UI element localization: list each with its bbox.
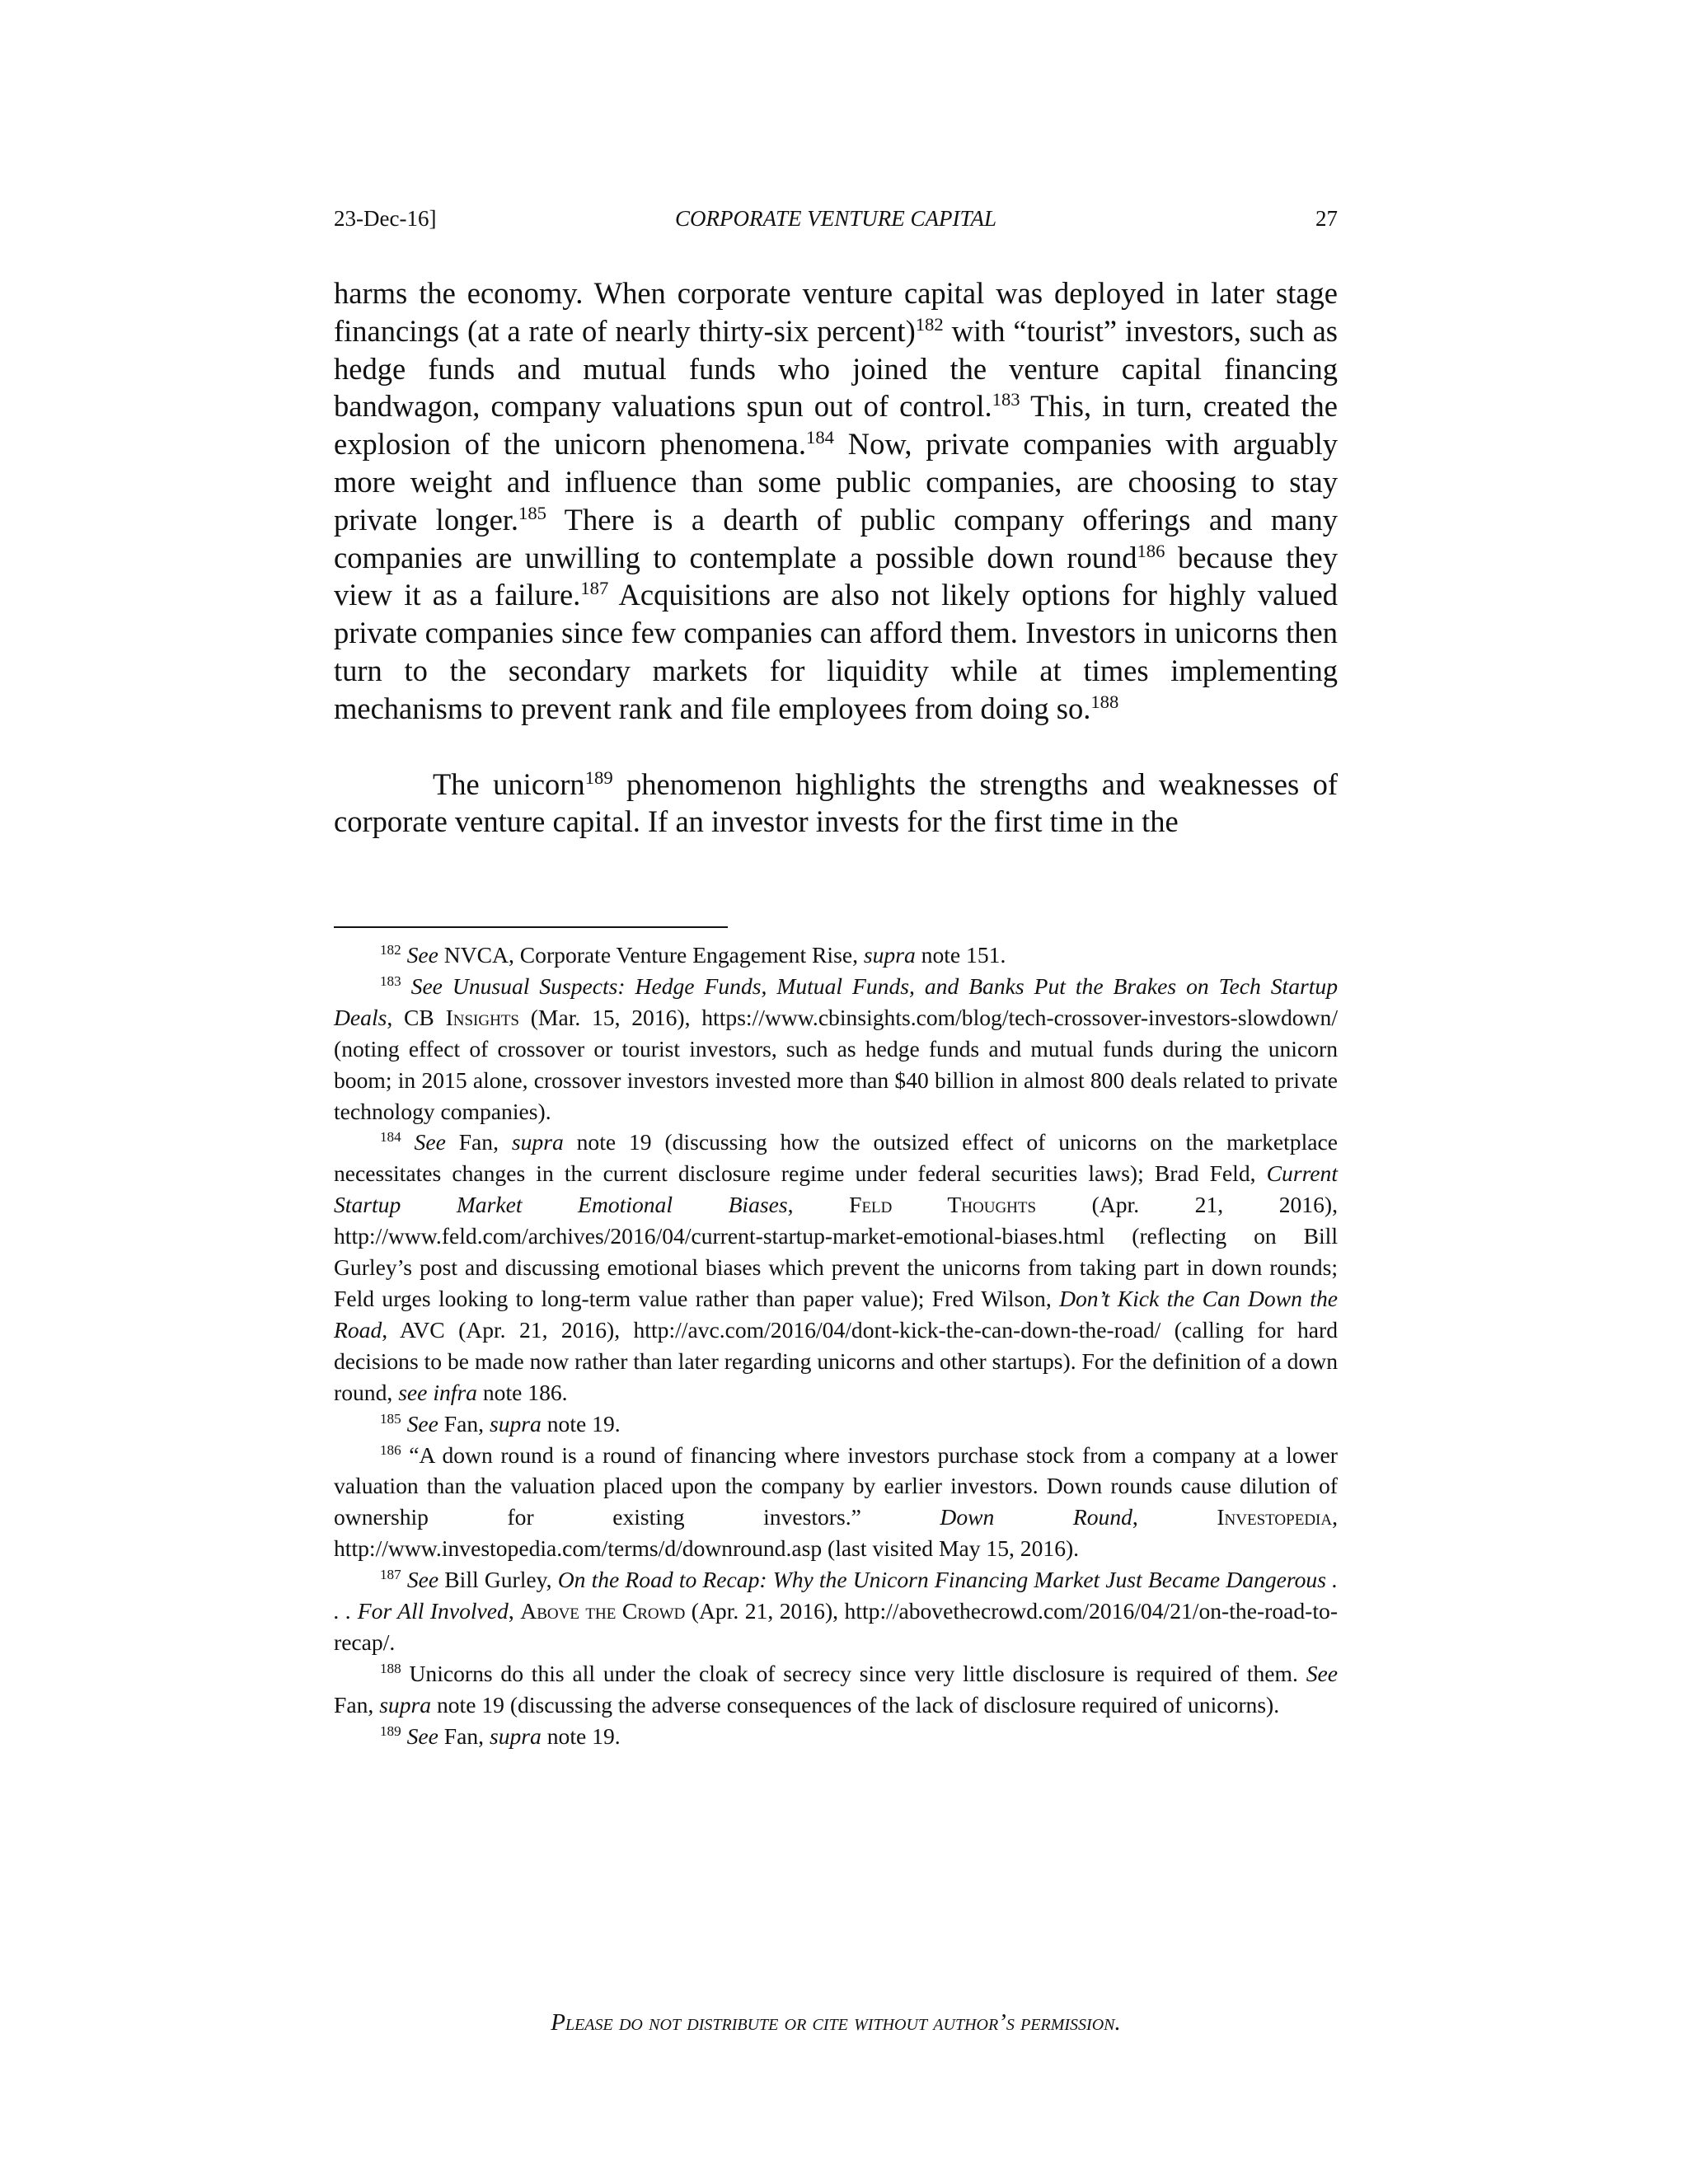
footnote-separator [334, 926, 728, 928]
footnote-184 [334, 1127, 1338, 1408]
citation-title: Current Startup Market Emotional Biases [334, 1160, 1338, 1218]
text-run: because they view it as a failure. [334, 540, 1338, 612]
text-run: Bill Gurley, [438, 1567, 558, 1593]
footnote-number: 188 [380, 1660, 401, 1676]
text-run: , http://www.investopedia.com/terms/d/downround.asp (last visited May 15, 2016). [334, 1504, 1338, 1562]
header-date: 23-Dec-16] [334, 206, 437, 231]
text-run: Unicorns do this all under the cloak of secrecy since very little disclosure is required of them. [401, 1660, 1306, 1686]
text-run: note 151. [915, 942, 1006, 968]
page-number: 27 [1315, 206, 1338, 231]
footnote-number: 185 [380, 1410, 401, 1427]
distribution-notice: Please do not distribute or cite without author’s permission. [551, 2009, 1121, 2036]
footnote-ref-189[interactable]: 189 [584, 766, 613, 788]
text-run: with “tourist” investors, such as hedge funds and mutual funds who joined the venture capital financing bandwagon, company valuations spun out of control. [334, 313, 1338, 424]
footnote-number: 186 [380, 1441, 401, 1458]
footnote-187 [334, 1564, 1338, 1658]
signal-see: See [406, 942, 438, 968]
text-run: note 19 (discussing the adverse consequences of the lack of disclosure required of unicorns). [431, 1691, 1280, 1718]
text-run: Now, private companies with arguably more weight and influence than some public companies, are choosing to stay private longer. [334, 427, 1339, 537]
footnote-ref-182[interactable]: 182 [915, 313, 944, 335]
text-run: harms the economy. When corporate venture capital was deployed in later stage financings (at a rate of nearly thirty-six percent) [334, 276, 1338, 348]
text-run: Fan, [334, 1691, 380, 1718]
footnote-ref-186[interactable]: 186 [1137, 540, 1165, 561]
text-run: Fan, [438, 1722, 490, 1749]
footnotes [334, 940, 1338, 1752]
footnote-ref-183[interactable]: 183 [992, 389, 1020, 410]
text-run: note 19. [541, 1722, 621, 1749]
text-run: , [787, 1192, 850, 1218]
paragraph-1 [334, 274, 1338, 728]
footnote-ref-187[interactable]: 187 [580, 578, 609, 599]
text-run: note 186. [476, 1379, 568, 1405]
text-run: Fan, [438, 1410, 490, 1436]
text-run: , [508, 1598, 521, 1624]
citation-source: Investopedia [1217, 1504, 1333, 1530]
signal-supra: supra [489, 1722, 542, 1749]
text-run: This, in turn, created the explosion of the unicorn phenomena. [334, 389, 1339, 462]
footnote-number: 189 [380, 1722, 401, 1739]
text-run: note 19 (discussing how the outsized effect of unicorns on the marketplace necessitates changes in the current disclosure regime under federal securities laws); Brad Feld, [334, 1129, 1339, 1187]
text-run: (Mar. 15, 2016), https://www.cbinsights.com/blog/tech-crossover-investors-slowdown/ (noting effect of crossover or tourist investors, such as hedge funds and mutual funds during the unicorn boom; in 2015 alone, crossover investors invested more than $40 billion in almost 800 deals related to private technology companies). [334, 1004, 1338, 1124]
footnote-183 [334, 971, 1338, 1127]
text-run: note 19. [541, 1410, 621, 1436]
text-run: , CB [387, 1004, 446, 1030]
text-run: Fan, [445, 1129, 512, 1155]
footnote-number: 187 [380, 1566, 401, 1582]
citation-title: Down Round [940, 1504, 1132, 1530]
running-header [334, 206, 1338, 239]
signal-see-infra: see infra [398, 1379, 477, 1405]
text-run: NVCA, Corporate Venture Engagement Rise, [438, 942, 864, 968]
footnote-number: 184 [380, 1129, 401, 1146]
text-run: (Apr. 21, 2016), http://www.feld.com/archives/2016/04/current-startup-market-emotional-biases.html (reflecting on Bill Gurley’s post and discussing emotional biases which prevent the unicorns from taking part in down rounds; Feld urges looking to long-term value rather than paper value); Fred Wilson, [334, 1192, 1338, 1311]
text-run: Acquisitions are also not likely options for highly valued private companies since few companies can afford them. Investors in unicorns then turn to the secondary markets for liquidity while at times implementing mechanisms to prevent rank and file employees from doing so. [334, 578, 1338, 725]
signal-supra: supra [379, 1691, 432, 1718]
signal-supra: supra [863, 942, 916, 968]
citation-source: Above the Crowd [520, 1598, 686, 1624]
signal-see: See [414, 1129, 446, 1155]
signal-see: See [406, 1722, 438, 1749]
footnote-ref-184[interactable]: 184 [806, 427, 834, 448]
text-run: “A down round is a round of financing where investors purchase stock from a company at a lower valuation than the valuation placed upon the company by earlier investors. Down rounds cause dilution of ownership for existing investors.” [334, 1441, 1338, 1530]
body-text [334, 274, 1338, 841]
footnote-189 [334, 1721, 1338, 1752]
footnote-ref-185[interactable]: 185 [518, 502, 546, 523]
citation-source: Feld Thoughts [849, 1192, 1037, 1218]
text-run: There is a dearth of public company offerings and many companies are unwilling to contemplate a possible down round [334, 502, 1338, 574]
text-run: phenomenon highlights the strengths and weaknesses of corporate venture capital. If an investor invests for the first time in the [334, 766, 1338, 839]
paragraph-2 [334, 766, 1338, 841]
footnote-number: 182 [380, 941, 401, 958]
citation-title: On the Road to Recap: Why the Unicorn Financing Market Just Became Dangerous . . . For All Involved [334, 1567, 1338, 1624]
text-run: The unicorn [433, 766, 585, 801]
footnote-188 [334, 1658, 1338, 1721]
citation-source: Insights [445, 1004, 519, 1030]
signal-see: See [406, 1410, 438, 1436]
footnote-ref-188[interactable]: 188 [1090, 691, 1119, 712]
text-run: , [1132, 1504, 1217, 1530]
signal-supra: supra [511, 1129, 564, 1155]
signal-supra: supra [489, 1410, 542, 1436]
footnote-182 [334, 940, 1338, 971]
text-run: , AVC (Apr. 21, 2016), http://avc.com/2016/04/dont-kick-the-can-down-the-road/ (calling for hard decisions to be made now rather than later regarding unicorns and other startups). For the definition of a down round, [334, 1316, 1338, 1405]
signal-see: See [1306, 1660, 1338, 1686]
footnote-number: 183 [380, 972, 401, 989]
citation-title: See Unusual Suspects: Hedge Funds, Mutual Funds, and Banks Put the Brakes on Tech Startup Deals [334, 972, 1338, 1030]
signal-see: See [406, 1567, 439, 1593]
citation-title: Don’t Kick the Can Down the Road [334, 1285, 1338, 1343]
footnote-185 [334, 1408, 1338, 1440]
header-title: CORPORATE VENTURE CAPITAL [675, 206, 996, 231]
footnote-186 [334, 1440, 1338, 1565]
text-run: (Apr. 21, 2016), http://abovethecrowd.com/2016/04/21/on-the-road-to-recap/. [334, 1598, 1339, 1655]
